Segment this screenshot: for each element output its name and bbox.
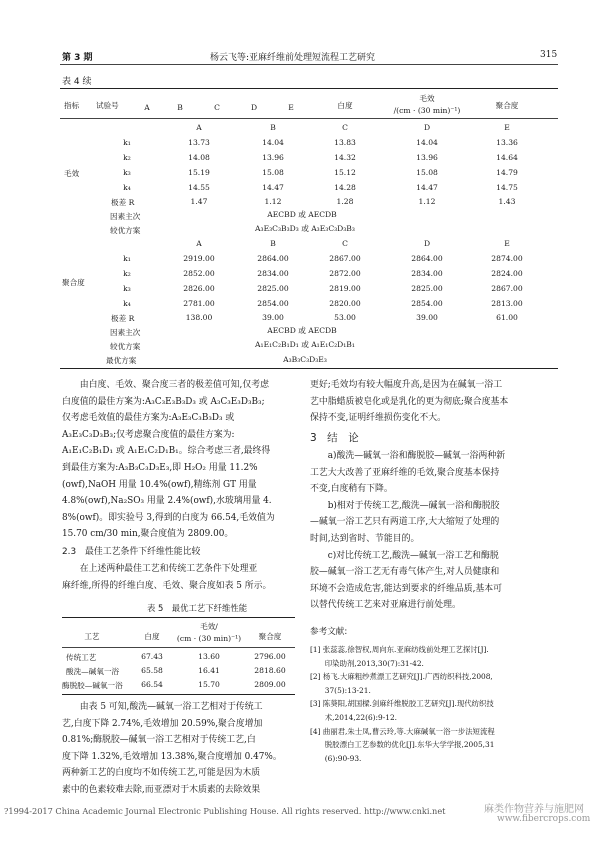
text-line: 时间,达到省时、节能目的。 xyxy=(310,533,420,544)
table4-block2-label: 聚合度 xyxy=(62,278,85,287)
table4-cell: 2825.00 xyxy=(257,284,289,293)
table4-cell: 2813.00 xyxy=(491,299,523,308)
table4-top-rule xyxy=(60,88,558,89)
references-list xyxy=(310,643,495,765)
table4-cell: 2825.00 xyxy=(411,284,443,293)
section-3-heading: 3 结 论 xyxy=(310,432,359,444)
text-line: c)对比传统工艺,酸洗—碱氧一浴工艺和酶脱 xyxy=(310,550,499,561)
table4-head-indicator: 指标 xyxy=(64,101,80,110)
table4-cell: 14.04 xyxy=(262,138,284,147)
table4-block2-col: D xyxy=(423,239,431,248)
left-paragraph-1 xyxy=(62,377,275,543)
table4-cell: 15.12 xyxy=(334,168,356,177)
table5-head-capillary: 毛效/ xyxy=(200,622,218,631)
table4-range-label: 极差 R xyxy=(111,314,135,323)
text-line: 艺中脂蜡质被皂化或是乳化的更为彻底;聚合度基本 xyxy=(310,396,509,407)
table4-cell: 15.08 xyxy=(416,168,438,177)
table4-cell: 14.32 xyxy=(334,153,356,162)
table5-cell: 2809.00 xyxy=(254,680,286,689)
table5-head-rule xyxy=(62,647,295,648)
table4-cell: 14.28 xyxy=(334,183,356,192)
table4-block2-col: E xyxy=(504,239,510,248)
text-line: 工艺大大改善了亚麻纤维的毛效,聚合度基本保持 xyxy=(310,467,500,478)
running-title: 杨云飞等:亚麻纤维前处理短流程工艺研究 xyxy=(210,53,376,63)
text-line: b)相对于传统工艺,酸洗—碱氧一浴和酶脱胶 xyxy=(310,500,500,511)
table4-head-letter: C xyxy=(214,103,220,112)
table4-order: AECBD 或 AECDB xyxy=(267,326,337,335)
table4-block1-col: C xyxy=(342,123,348,132)
text-line: A₃E₃C₃D₃B₃;仅考虑聚合度值的最佳方案为: xyxy=(62,429,235,440)
text-line: 以替代传统工艺来对亚麻进行前处理。 xyxy=(310,600,461,611)
table5-cell: 16.41 xyxy=(198,666,220,675)
table4-cell: 14.08 xyxy=(188,153,210,162)
table4-row-k: k₁ xyxy=(123,254,131,263)
table4-row-k: k₁ xyxy=(123,138,131,147)
table5-head-dp: 聚合度 xyxy=(258,632,282,641)
text-line: —碱氧一浴工艺只有两道工序,大大缩短了处理的 xyxy=(310,517,500,528)
table5-row-name: 酶脱胶—碱氧一浴 xyxy=(62,681,123,690)
table4-order: AECBD 或 AECDB xyxy=(267,210,337,219)
table4-cell: 2819.00 xyxy=(329,284,361,293)
text-line: 到最佳方案为:A₃B₃C₃D₃E₃,即 H₂O₂ 用量 11.2% xyxy=(62,462,258,473)
header-rule xyxy=(60,64,558,65)
reference-line: 术,2014,22(6):9-12. xyxy=(310,712,397,722)
table4-caption: 表 4 续 xyxy=(62,77,92,87)
table4-cell: 2824.00 xyxy=(491,269,523,278)
text-line: 保持不变,证明纤维损伤变化不大。 xyxy=(310,413,446,424)
table4-head-letter: E xyxy=(288,103,294,112)
table4-cell: 13.96 xyxy=(416,153,438,162)
table4-cell: 2834.00 xyxy=(411,269,443,278)
table4-cell: 2872.00 xyxy=(329,269,361,278)
table4-range-label: 极差 R xyxy=(111,198,135,207)
table4-cell: 13.36 xyxy=(496,138,518,147)
table4-head-letter: D xyxy=(250,103,258,112)
table4-head-dp: 聚合度 xyxy=(495,101,519,110)
text-line: 15.70 cm/30 min,聚合度值为 2809.00。 xyxy=(62,529,234,540)
table4-cell: 13.73 xyxy=(188,138,210,147)
table4-cell: 2820.00 xyxy=(329,299,361,308)
table4-range: 1.12 xyxy=(264,197,282,206)
table4-best: A₃E₃C₃B₃D₃ 或 A₃E₃C₃D₃B₃ xyxy=(255,224,355,233)
text-line: 由表 5 可知,酸洗—碱氧一浴工艺相对于传统工 xyxy=(62,702,263,712)
text-line: 两种新工艺的白度均不如传统工艺,可能是因为木质 xyxy=(62,768,261,779)
table4-row-k: k₄ xyxy=(123,299,131,308)
table4-cell: 2919.00 xyxy=(183,254,215,263)
table5-cell: 2818.60 xyxy=(254,666,286,675)
table4-order-label: 因素主次 xyxy=(110,328,141,337)
right-paragraph-1 xyxy=(310,377,508,427)
table4-head-rule xyxy=(60,118,558,119)
table4-cell: 14.79 xyxy=(496,168,518,177)
table4-cell: 2867.00 xyxy=(329,254,361,263)
text-line: 胶—碱氧一浴工艺无有毒气体产生,对人员健康和 xyxy=(310,567,500,578)
table4-best-label: 较优方案 xyxy=(110,226,141,235)
table4-row-k: k₃ xyxy=(123,284,131,293)
issue-number: 第 3 期 xyxy=(62,53,93,63)
table4-cell: 2874.00 xyxy=(491,254,523,263)
table4-block2-col: C xyxy=(342,239,348,248)
table4-range: 1.28 xyxy=(336,197,354,206)
table4-cell: 2826.00 xyxy=(183,284,215,293)
text-line: 不变,白度稍有下降。 xyxy=(310,484,393,495)
table4-cell: 14.47 xyxy=(262,183,284,192)
text-line: 白度值的最佳方案为:A₃C₃E₃B₃D₃ 或 A₃C₃E₃D₃B₃; xyxy=(62,396,265,407)
table4-row-k: k₂ xyxy=(123,269,131,278)
reference-line: 脱胶漂白工艺参数的优化[J].东华大学学报,2005,31 xyxy=(310,740,495,750)
reference-line: [3] 陈葵阳,胡国樑.剑麻纤维脱胶工艺研究[J].现代纺织技 xyxy=(310,699,494,709)
text-line: 在上述两种最佳工艺和传统工艺条件下处理亚 xyxy=(62,564,258,574)
reference-line: 37(5):13-21. xyxy=(310,685,371,695)
table4-block1-col: D xyxy=(423,123,431,132)
text-line: a)酸洗—碱氧一浴和酶脱胶—碱氧一浴两种新 xyxy=(310,451,506,461)
table4-cell: 15.19 xyxy=(188,168,210,177)
copyright-footer: ?1994-2017 China Academic Journal Electronic Publishing House. All rights reserved. http://www.cnki.net xyxy=(4,806,446,816)
table4-cell: 2864.00 xyxy=(257,254,289,263)
table5-cell: 65.58 xyxy=(141,666,163,675)
table4-cell: 2852.00 xyxy=(183,269,215,278)
left-paragraph-3 xyxy=(62,699,282,799)
text-line: A₁E₁C₂B₁D₁ 或 A₁E₁C₂D₁B₁。综合考虑三者,最终得 xyxy=(62,446,271,457)
table5-top-rule xyxy=(62,617,295,618)
reference-line: 印染助剂,2013,30(7):31-42. xyxy=(310,658,424,668)
table4-head-capillary-unit: /(cm · (30 min)⁻¹) xyxy=(393,106,461,115)
table4-cell: 13.83 xyxy=(334,138,356,147)
table4-cell: 2854.00 xyxy=(411,299,443,308)
watermark-text: 麻类作物营养与施肥网 xyxy=(484,804,584,815)
table4-cell: 14.04 xyxy=(416,138,438,147)
table4-head-whiteness: 白度 xyxy=(337,101,353,110)
table4-range: 39.00 xyxy=(262,313,284,322)
table4-final: A₃B₃C₃D₃E₃ xyxy=(283,355,327,364)
table4-head-letter: B xyxy=(177,103,183,112)
table5-cell: 67.43 xyxy=(141,652,163,661)
text-line: 8%(owf)。即实验号 3,得到的白度为 66.54,毛效值为 xyxy=(62,512,275,523)
table4-head-trial: 试验号 xyxy=(96,101,119,110)
table4-best: A₁E₁C₂B₁D₁ 或 A₁E₁C₂D₁B₁ xyxy=(255,340,355,349)
table4-head-letter: A xyxy=(144,103,150,112)
text-line: (owf),NaOH 用量 10.4%(owf),精练剂 GT 用量 xyxy=(62,479,257,490)
table4-block1-col: E xyxy=(504,123,510,132)
watermark-url: www.fibercrops.com xyxy=(497,814,591,824)
table4-final-label: 最优方案 xyxy=(106,356,137,365)
table4-range: 138.00 xyxy=(185,313,213,322)
table4-range: 1.47 xyxy=(190,197,208,206)
table4-block1-col: A xyxy=(196,123,202,132)
table4-head-capillary: 毛效 xyxy=(419,94,435,103)
text-line: 仅考虑毛效值的最佳方案为:A₃E₃C₃B₃D₃ 或 xyxy=(62,413,235,424)
text-line: 更好;毛效均有较大幅度升高,是因为在碱氧一浴工 xyxy=(310,380,503,390)
table5-cell: 15.70 xyxy=(198,680,220,689)
table5-head-capillary-unit: (cm · (30 min)⁻¹) xyxy=(176,634,242,643)
table4-cell: 15.08 xyxy=(262,168,284,177)
table4-cell: 2834.00 xyxy=(257,269,289,278)
section-2-3-heading: 2.3 最佳工艺条件下纤维性能比较 xyxy=(62,547,201,557)
text-line: 度下降 1.32%,毛效增加 13.38%,聚合度增加 0.47%。 xyxy=(62,751,282,762)
table5-cell: 13.60 xyxy=(198,652,220,661)
table4-range: 1.12 xyxy=(418,197,436,206)
table4-cell: 14.64 xyxy=(496,153,518,162)
table4-range: 53.00 xyxy=(334,313,356,322)
text-line: 麻纤维,所得的纤维白度、毛效、聚合度如表 5 所示。 xyxy=(62,580,272,591)
reference-line: [1] 张蕊蕊,徐智权,周向东.亚麻纺线前处理工艺探讨[J]. xyxy=(310,645,489,654)
references-heading: 参考文献: xyxy=(310,627,348,637)
table5-row-name: 酸洗—碱氧一浴 xyxy=(66,667,120,676)
table5-row-name: 传统工艺 xyxy=(66,653,97,662)
table4-row-k: k₃ xyxy=(123,168,131,177)
table4-cell: 14.55 xyxy=(188,183,210,192)
table5-head-whiteness: 白度 xyxy=(144,632,160,641)
text-line: 艺,白度下降 2.74%,毛效增加 20.59%,聚合度增加 xyxy=(62,718,263,729)
table4-bottom-rule xyxy=(60,368,558,369)
conclusions xyxy=(310,448,505,614)
text-line: 4.8%(owf),Na₂SO₃ 用量 2.4%(owf),水玻璃用量 4. xyxy=(62,496,272,507)
table5-bottom-rule xyxy=(62,694,295,695)
table4-range: 1.43 xyxy=(498,197,516,206)
text-line: 0.81%;酶脱胶—碱氧一浴工艺相对于传统工艺,白 xyxy=(62,735,256,746)
table4-cell: 13.96 xyxy=(262,153,284,162)
table4-row-k: k₂ xyxy=(123,153,131,162)
table5-cell: 66.54 xyxy=(141,680,163,689)
table4-range: 61.00 xyxy=(496,313,518,322)
left-paragraph-2 xyxy=(62,561,271,594)
table4-block2-col: B xyxy=(270,239,276,248)
table4-best-label: 较优方案 xyxy=(110,342,141,351)
reference-line: (6):90-93. xyxy=(310,753,362,763)
table4-cell: 2864.00 xyxy=(411,254,443,263)
table4-block1-col: B xyxy=(270,123,276,132)
text-line: 由白度、毛效、聚合度三者的极差值可知,仅考虑 xyxy=(62,380,269,390)
table4-cell: 2867.00 xyxy=(491,284,523,293)
table4-cell: 2854.00 xyxy=(257,299,289,308)
table5-caption: 表 5 最优工艺下纤维性能 xyxy=(147,603,248,613)
table4-block1-label: 毛效 xyxy=(64,169,80,178)
table5-cell: 2796.00 xyxy=(254,652,286,661)
table5-head-process: 工艺 xyxy=(84,632,100,641)
table4-range: 39.00 xyxy=(416,313,438,322)
reference-line: [2] 杨飞.大麻粗纱煮漂工艺研究[J].广西纺织科技,2008, xyxy=(310,672,493,682)
text-line: 素中的色素较难去除,而亚漂对于木质素的去除效果 xyxy=(62,784,261,795)
table4-cell: 2781.00 xyxy=(183,299,215,308)
table4-order-label: 因素主次 xyxy=(110,212,141,221)
table4-block2-col: A xyxy=(196,239,202,248)
table4-cell: 14.47 xyxy=(416,183,438,192)
reference-line: [4] 曲丽君,朱士凤,曹云玲,等.大麻碱氧一浴一步法短流程 xyxy=(310,726,495,736)
table4-cell: 14.75 xyxy=(496,183,518,192)
page-number: 315 xyxy=(540,50,558,60)
table4-row-k: k₄ xyxy=(123,183,131,192)
text-line: 环境不会造成危害,能达到要求的纤维品质,基本可 xyxy=(310,583,503,594)
